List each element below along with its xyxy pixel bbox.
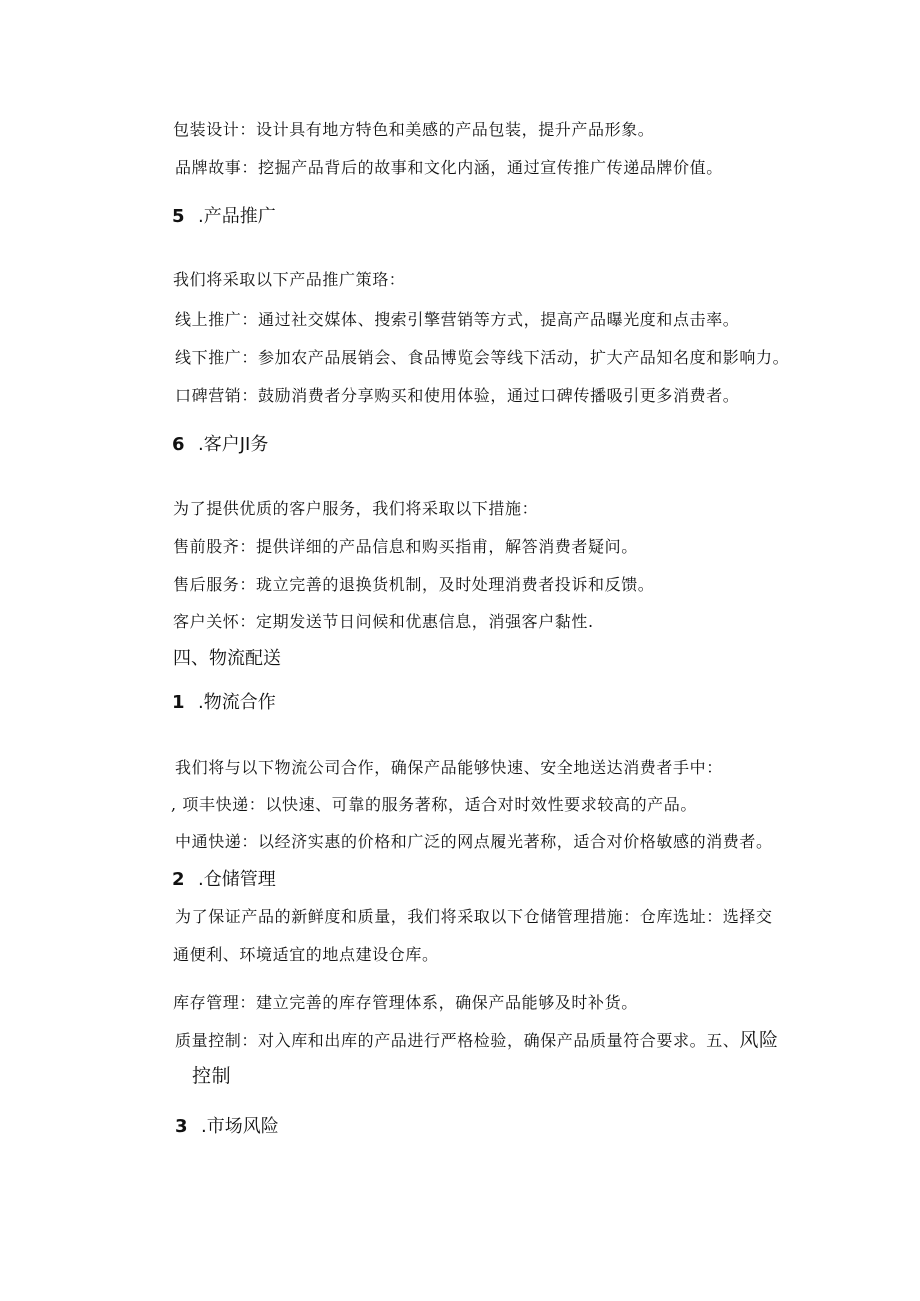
warehousing-intro-line: 为了保证产品的新鲜度和质量，我们将采取以下仓储管理措施：仓库选址：选择交 — [175, 907, 773, 926]
control-word: 控制 — [192, 1065, 232, 1087]
chapter-heading-logistics: 四、物流配送 — [173, 648, 281, 669]
sf-express-line: , 项丰快递：以快速、可靠的服务著称，适合对时效性要求较高的产品。 — [171, 795, 697, 814]
quality-control-text: 质量控制：对入库和出库的产品进行严格检验，确保产品质量符合要求。五、 — [175, 1031, 740, 1050]
section-number: 6 — [172, 434, 185, 455]
presale-line: 售前股齐：提供详细的产品信息和购买指甫，解答消费者疑问。 — [173, 537, 638, 556]
section-title: .物流合作 — [198, 692, 276, 713]
brand-story-line: 品牌故事：挖掘产品背后的故事和文化内涵，通过宣传推广传递品牌价值。 — [175, 158, 723, 177]
promotion-intro-line: 我们将采取以下产品推广策珞： — [173, 270, 406, 289]
packaging-design-line: 包装设计：设计具有地方特色和美感的产品包装，提升产品形象。 — [173, 120, 655, 139]
section-number: 5 — [172, 206, 185, 227]
section-number: 3 — [175, 1116, 188, 1137]
aftersale-line: 售后服务：珑立完善的退换货机制，及时处理消费者投诉和反馈。 — [173, 575, 655, 594]
section-heading-warehousing — [172, 869, 276, 891]
inventory-management-line: 库存管理：建立完善的库存管理体系，确保产品能够及时补货。 — [173, 993, 638, 1012]
section-title: .市场风险 — [201, 1116, 279, 1137]
section-heading-customer-service — [172, 434, 268, 456]
offline-promotion-line: 线下推广：参加农产品展销会、食品博览会等线下活动，扩大产品知名度和影响力。 — [175, 348, 790, 367]
word-of-mouth-line: 口碑营销：鼓励消费者分享购买和使用体验，通过口碑传播吸引更多消费者。 — [175, 386, 740, 405]
section-title: .客户JI务 — [198, 434, 269, 455]
online-promotion-line: 线上推广：通过社交媒体、搜索引擎营销等方式，提高产品曝光度和点击率。 — [175, 310, 740, 329]
section-title: .产品推广 — [198, 206, 276, 227]
customer-care-line: 客户关怀：定期发送节日问候和优惠信息，消强客户黏性. — [173, 612, 594, 631]
section-number: 2 — [172, 869, 185, 890]
warehousing-intro-line-continued: 通便利、环境适宜的地点建设仓库。 — [173, 945, 439, 964]
section-heading-logistics-partners — [172, 692, 276, 714]
logistics-intro-line: 我们将与以下物流公司合作，确保产品能够快速、安全地送达消费者手中： — [175, 758, 723, 777]
quality-control-line — [175, 1030, 779, 1051]
section-heading-product-promotion — [172, 206, 276, 228]
zto-express-line: 中通快递：以经济实惠的价格和广泛的网点履光著称，适合对价格敏感的消费者。 — [175, 832, 773, 851]
section-title: .仓储管理 — [198, 869, 276, 890]
section-number: 1 — [172, 692, 185, 713]
risk-word: 风险 — [739, 1029, 779, 1051]
service-intro-line: 为了提供优质的客户服务，我们将采取以下措施： — [173, 499, 539, 518]
section-heading-market-risk — [175, 1116, 279, 1138]
